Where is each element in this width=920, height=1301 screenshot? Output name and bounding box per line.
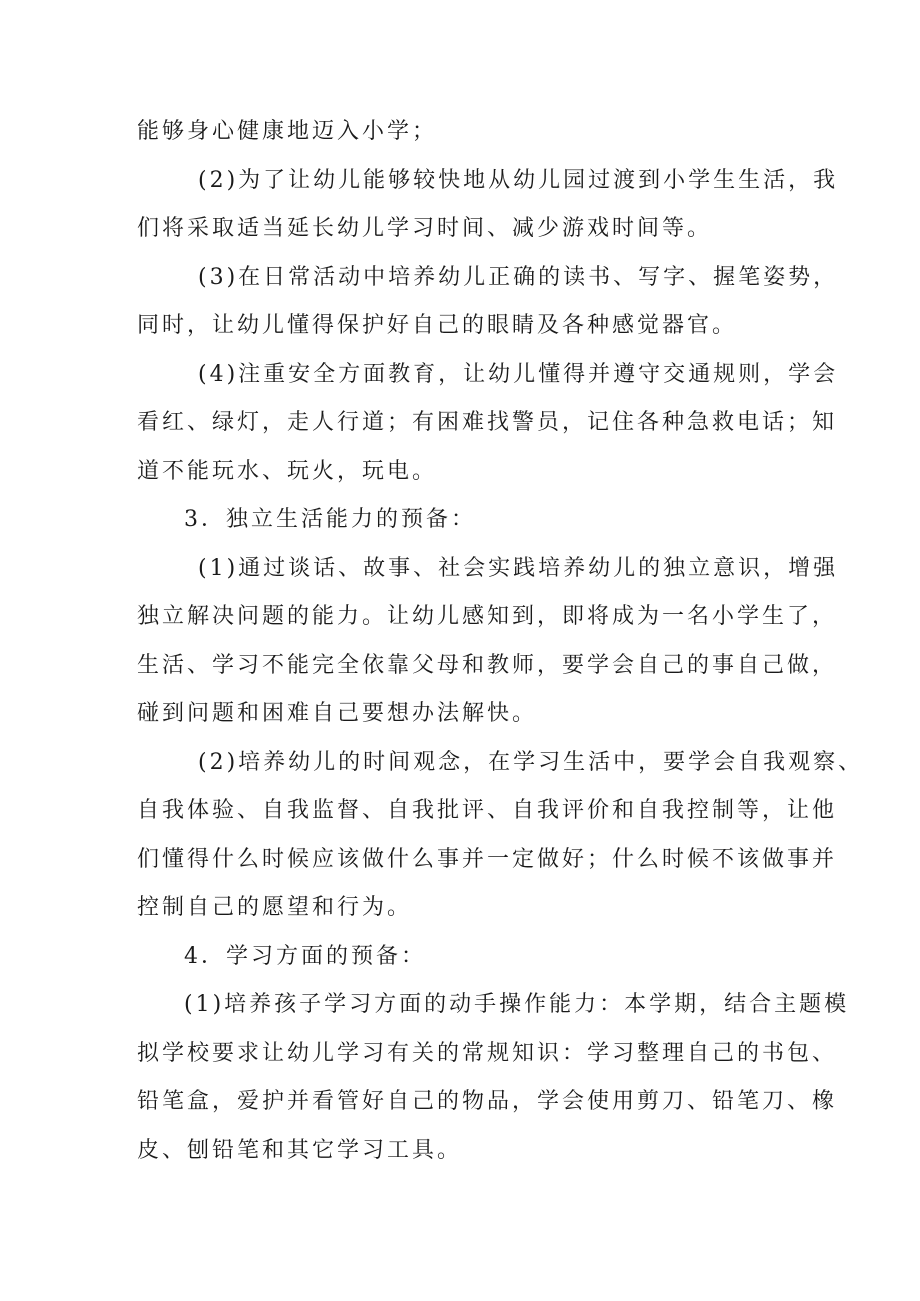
section-heading-3: 3．独立生活能力的预备：: [184, 507, 476, 532]
section-heading-4: 4．学习方面的预备：: [184, 943, 426, 969]
text-line: 自我体验、自我监督、自我批评、自我评价和自我控制等，让他: [137, 798, 838, 823]
document-body: [137, 108, 864, 1175]
text-line: 道不能玩水、玩火，玩电。: [137, 458, 438, 484]
text-line: 碰到问题和困难自己要想办法解快。: [137, 701, 538, 726]
paragraph-4-1-line-1: (1)培养孩子学习方面的动手操作能力：本学期，结合主题模: [184, 992, 850, 1017]
text-line: 控制自己的愿望和行为。: [137, 895, 413, 920]
text-line: 能够身心健康地迈入小学；: [137, 119, 438, 144]
text-line: 们懂得什么时候应该做什么事并一定做好；什么时候不该做事并: [137, 846, 838, 872]
text-line: 生活、学习不能完全依靠父母和教师，要学会自己的事自己做，: [137, 652, 838, 678]
paragraph-3-2-line-1: (2)培养幼儿的时间观念，在学习生活中，要学会自我观察、: [198, 749, 864, 775]
text-line: 铅笔盒，爱护并看管好自己的物品，学会使用剪刀、铅笔刀、橡: [137, 1089, 838, 1114]
text-line: 皮、刨铅笔和其它学习工具。: [137, 1137, 463, 1163]
paragraph-3-1-line-1: (1)通过谈话、故事、社会实践培养幼儿的独立意识，增强: [198, 555, 839, 581]
text-line: 独立解决问题的能力。让幼儿感知到，即将成为一名小学生了，: [137, 604, 838, 629]
text-line: 拟学校要求让幼儿学习有关的常规知识：学习整理自己的书包、: [137, 1040, 838, 1066]
text-line: 看红、绿灯，走人行道；有困难找警员，记住各种急救电话；知: [137, 410, 838, 435]
paragraph-2-4-line-1: (4)注重安全方面教育，让幼儿懂得并遵守交通规则，学会: [198, 361, 839, 387]
paragraph-2-3-line-1: (3)在日常活动中培养幼儿正确的读书、写字、握笔姿势，: [198, 264, 839, 290]
text-line: 们将采取适当延长幼儿学习时间、减少游戏时间等。: [137, 216, 713, 241]
text-line: 同时，让幼儿懂得保护好自己的眼睛及各种感觉器官。: [137, 313, 738, 338]
paragraph-2-2-line-1: (2)为了让幼儿能够较快地从幼儿园过渡到小学生生活，我: [198, 167, 839, 193]
